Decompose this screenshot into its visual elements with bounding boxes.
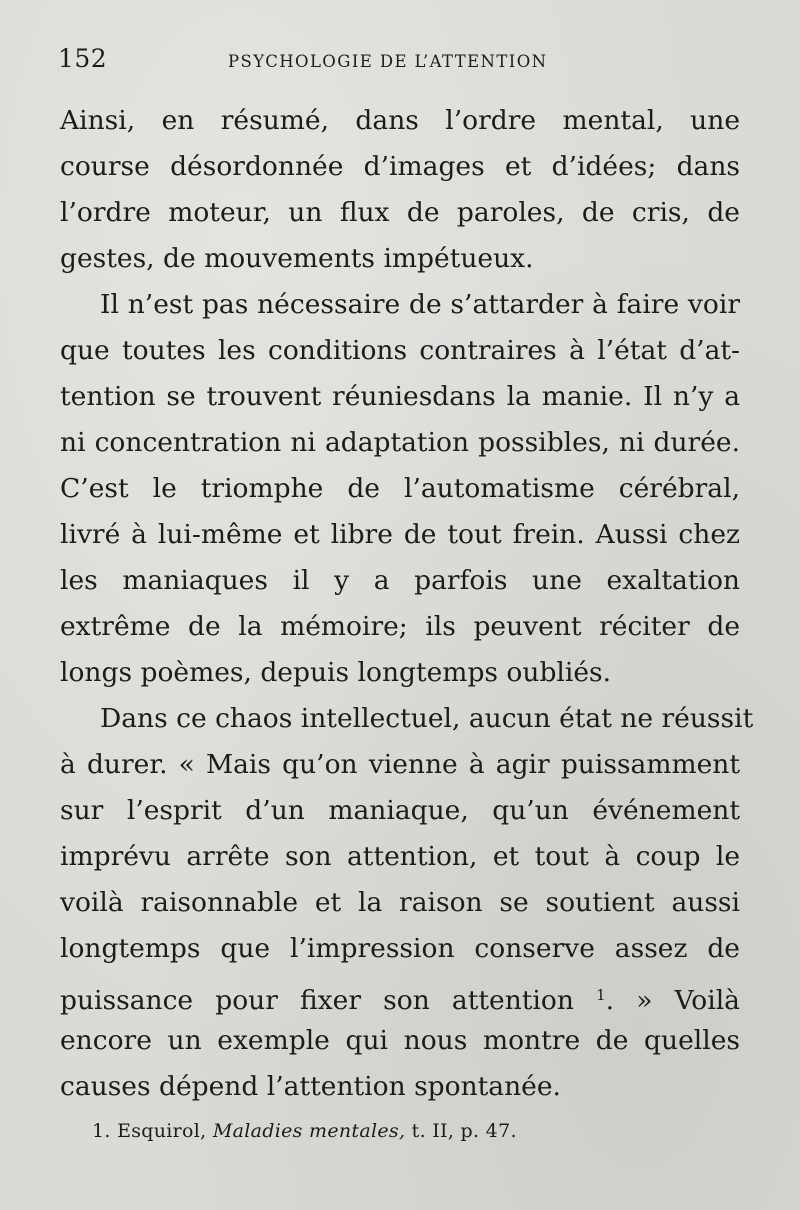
text-line-with-footnote-ref bbox=[60, 972, 740, 1018]
text-line: imprévu arrête son attention, et tout à coup le bbox=[60, 841, 740, 872]
paragraph-1 bbox=[60, 98, 740, 282]
text-line: tention se trouvent réuniesdans la manie. Il n’y a bbox=[60, 381, 740, 412]
body-text bbox=[60, 98, 754, 1110]
text-line: ni concentration ni adaptation possibles, ni durée. bbox=[60, 427, 740, 458]
footnote-number: 1. bbox=[92, 1120, 111, 1142]
page-header bbox=[58, 44, 578, 84]
text-line: Ainsi, en résumé, dans l’ordre mental, une bbox=[60, 105, 740, 136]
text-line: course désordonnée d’images et d’idées; dans bbox=[60, 151, 740, 182]
text-line: Dans ce chaos intellectuel, aucun état ne réussit bbox=[100, 703, 754, 734]
text-line: que toutes les conditions contraires à l’état d’at- bbox=[60, 335, 740, 366]
text-line: longs poèmes, depuis longtemps oubliés. bbox=[60, 657, 612, 688]
text-line: causes dépend l’attention spontanée. bbox=[60, 1071, 561, 1102]
line-text: puissance pour fixer son attention bbox=[60, 985, 574, 1016]
text-line: à durer. « Mais qu’on vienne à agir puissamment bbox=[60, 749, 740, 780]
text-line: Il n’est pas nécessaire de s’attarder à faire voir bbox=[100, 289, 740, 320]
footnote-work-title: Maladies mentales, bbox=[212, 1120, 406, 1142]
paragraph-3 bbox=[60, 696, 754, 1110]
text-line: gestes, de mouvements impétueux. bbox=[60, 243, 534, 274]
text-line: encore un exemple qui nous montre de quelles bbox=[60, 1025, 740, 1056]
line-tail: . » Voilà bbox=[605, 985, 740, 1016]
page-number: 152 bbox=[58, 44, 108, 73]
text-line: sur l’esprit d’un maniaque, qu’un événement bbox=[60, 795, 740, 826]
footnote-reference-text: t. II, p. 47. bbox=[411, 1120, 517, 1142]
footnote-author: Esquirol, bbox=[117, 1120, 207, 1142]
text-line: C’est le triomphe de l’automatisme cérébral, bbox=[60, 473, 740, 504]
footnote-reference: 1 bbox=[596, 986, 606, 1004]
text-line: extrême de la mémoire; ils peuvent réciter de bbox=[60, 611, 740, 642]
text-line: longtemps que l’impression conserve assez de bbox=[60, 933, 740, 964]
text-line: livré à lui-même et libre de tout frein. Aussi chez bbox=[60, 519, 740, 550]
text-line: l’ordre moteur, un flux de paroles, de cris, de bbox=[60, 197, 740, 228]
footnote bbox=[92, 1120, 517, 1142]
running-title: PSYCHOLOGIE DE L’ATTENTION bbox=[228, 52, 548, 71]
text-line: les maniaques il y a parfois une exaltation bbox=[60, 565, 740, 596]
paragraph-2 bbox=[60, 282, 740, 696]
text-line: voilà raisonnable et la raison se soutient aussi bbox=[60, 887, 740, 918]
